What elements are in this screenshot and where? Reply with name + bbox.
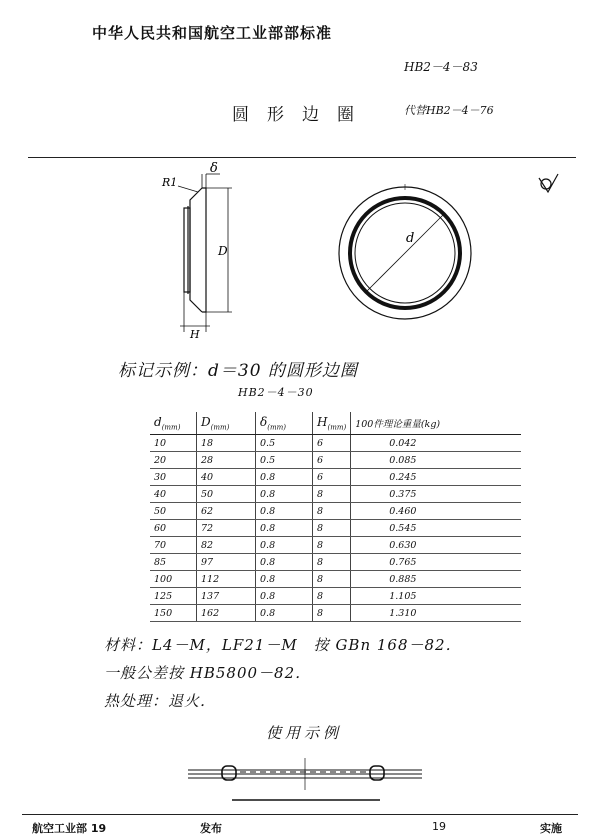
header-outer-diameter: $D_{(mm)}$ xyxy=(197,412,256,435)
tolerance-note: 一般公差按 HB5800－82． xyxy=(104,664,312,682)
header-height: $H_{(mm)}$ xyxy=(313,412,351,435)
radius-label: R1 xyxy=(162,176,178,189)
table-row: 125 137 0.8 8 1.105 xyxy=(150,588,521,605)
table-row: 20 28 0.5 6 0.085 xyxy=(150,452,521,469)
header-d: $d_{(mm)}$ xyxy=(150,412,197,435)
spec-table xyxy=(150,412,521,622)
header-thickness: $\delta_{(mm)}$ xyxy=(256,412,313,435)
surface-finish-icon xyxy=(536,172,560,196)
outer-diameter-label: D xyxy=(218,244,228,258)
table-row: 70 82 0.8 8 0.630 xyxy=(150,537,521,554)
table-row: 40 50 0.8 8 0.375 xyxy=(150,486,521,503)
marking-example-title: 标记示例：d＝30 的圆形边圈 xyxy=(118,361,358,381)
bottom-rule xyxy=(22,814,578,815)
footer-effective: 实施 xyxy=(540,822,562,835)
replaces-standard: 代替HB2－4－76 xyxy=(404,104,494,117)
footer-page: 19 xyxy=(432,820,446,833)
usage-example-drawing xyxy=(180,752,430,802)
inner-diameter-label: d xyxy=(406,231,415,246)
section-view-drawing xyxy=(140,160,260,340)
table-row: 150 162 0.8 8 1.310 xyxy=(150,605,521,622)
header-weight: 100件理论重量(kg) xyxy=(351,412,522,435)
top-rule xyxy=(28,157,576,158)
table-row: 30 40 0.8 6 0.245 xyxy=(150,469,521,486)
table-row: 60 72 0.8 8 0.545 xyxy=(150,520,521,537)
organization-title: 中华人民共和国航空工业部部标准 xyxy=(92,24,333,42)
material-note: 材料：L4－M，LF21－M 按 GBn 168－82． xyxy=(104,636,462,654)
footer-issued: 发布 xyxy=(200,822,222,835)
table-row: 100 112 0.8 8 0.885 xyxy=(150,571,521,588)
table-header-row xyxy=(150,412,521,435)
table-row: 10 18 0.5 6 0.042 xyxy=(150,435,521,452)
table-row: 50 62 0.8 8 0.460 xyxy=(150,503,521,520)
footer-issuer: 航空工业部 19 xyxy=(32,822,107,835)
document-title: 圆形边圈 xyxy=(232,105,372,125)
table-row: 85 97 0.8 8 0.765 xyxy=(150,554,521,571)
usage-example-title: 使用示例 xyxy=(266,724,343,742)
front-view-drawing xyxy=(334,182,476,324)
thickness-label: δ xyxy=(210,161,218,176)
heat-treatment-note: 热处理：退火． xyxy=(104,692,217,710)
height-label: H xyxy=(190,328,200,340)
marking-example-code: HB2－4－30 xyxy=(238,386,314,399)
standard-number: HB2－4－83 xyxy=(404,60,478,74)
